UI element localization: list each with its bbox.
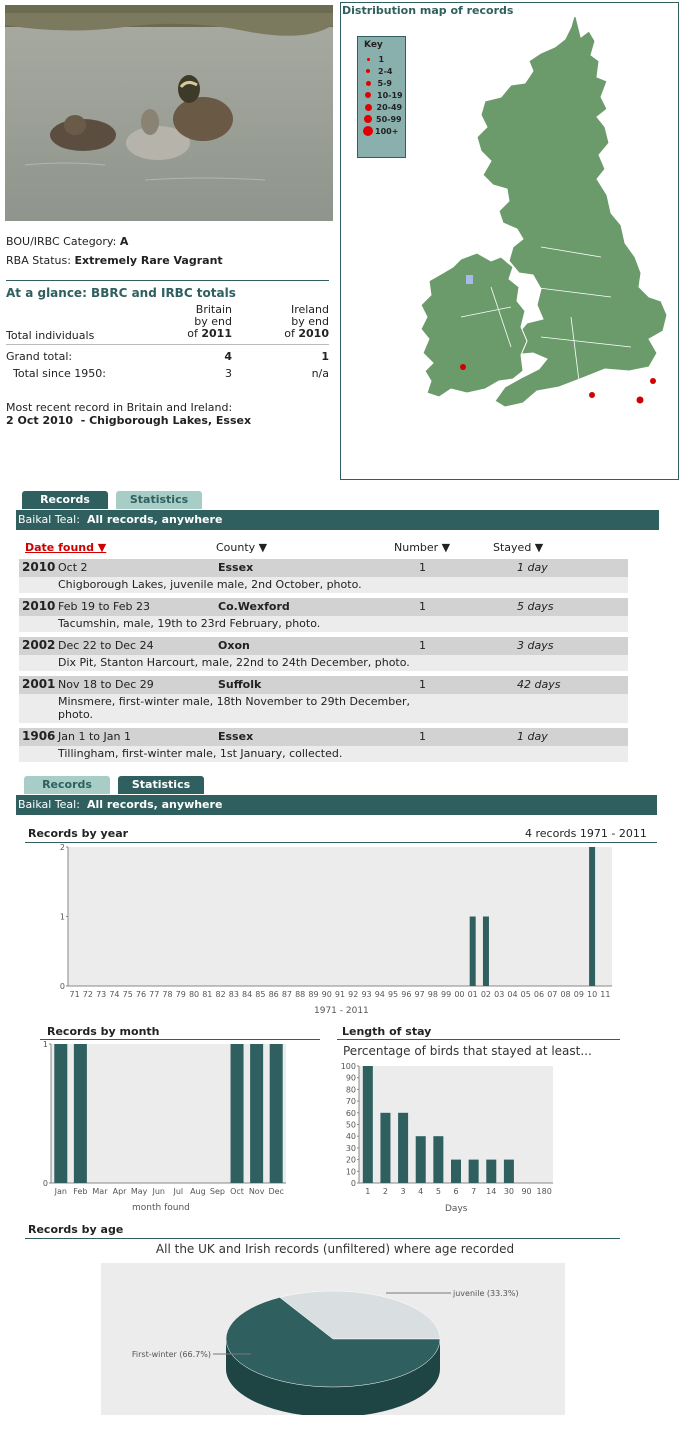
stay-divider — [337, 1039, 620, 1040]
record-year: 1906 — [22, 729, 56, 743]
map-key-item — [362, 113, 404, 125]
x-tick-label: 90 — [521, 1187, 532, 1196]
ireland-shape — [421, 253, 527, 397]
y-tick-label: 100 — [340, 1062, 356, 1071]
y-tick-label: 80 — [345, 1085, 356, 1095]
x-tick-label: 92 — [348, 990, 359, 999]
map-key-dot — [364, 115, 372, 123]
map-key — [357, 36, 406, 158]
record-description — [19, 655, 628, 671]
x-tick-label: 07 — [547, 990, 558, 999]
record-stayed: 1 day — [517, 730, 548, 743]
stay-xlabel: Days — [445, 1204, 468, 1214]
map-key-dot — [365, 104, 372, 111]
chart-records-by-year — [25, 843, 657, 1015]
since-1950-ireland: n/a — [311, 367, 329, 380]
record-description — [19, 616, 628, 632]
plot-area — [68, 847, 612, 986]
map-key-label: 2-4 — [378, 66, 393, 76]
x-tick-label: Jan — [54, 1187, 67, 1196]
record-dates: Dec 22 to Dec 24 — [58, 639, 154, 652]
ireland-year: 2010 — [298, 327, 329, 340]
grand-total-britain: 4 — [224, 350, 232, 363]
category-label: BOU/IRBC Category: — [6, 235, 117, 248]
bar — [589, 847, 595, 986]
record-dates: Jan 1 to Jan 1 — [58, 730, 131, 743]
record-desc-text: Tillingham, first-winter male, 1st January, collected. — [58, 747, 343, 760]
record-row[interactable] — [19, 559, 628, 593]
bar — [270, 1044, 283, 1183]
recent-record-label: Most recent record in Britain and Ireland: — [6, 401, 233, 414]
bar — [486, 1160, 496, 1183]
grand-total-label: Grand total: — [6, 350, 73, 363]
x-tick-label: 74 — [109, 990, 120, 999]
record-year: 2002 — [22, 638, 56, 652]
by-month-title: Records by month — [47, 1025, 160, 1038]
bar — [416, 1136, 426, 1183]
x-tick-label: 81 — [202, 990, 213, 999]
record-desc-text: Dix Pit, Stanton Harcourt, male, 22nd to 24th December, photo. — [58, 656, 410, 669]
record-dates: Nov 18 to Dec 29 — [58, 678, 154, 691]
x-tick-label: 11 — [600, 990, 611, 999]
x-tick-label: 09 — [573, 990, 584, 999]
x-tick-label: Mar — [92, 1187, 108, 1196]
x-tick-label: 84 — [242, 990, 253, 999]
map-key-item — [362, 65, 404, 77]
record-header — [19, 559, 628, 577]
britain-head-1: Britain — [195, 303, 232, 316]
map-key-label: 50-99 — [376, 114, 402, 124]
map-key-dot — [363, 126, 373, 136]
x-tick-label: 05 — [520, 990, 531, 999]
record-header — [19, 676, 628, 694]
record-county: Essex — [218, 730, 254, 743]
by-month-xlabel: month found — [132, 1203, 190, 1213]
pie-label-juvenile: juvenile (33.3%) — [453, 1289, 519, 1298]
bar — [451, 1160, 461, 1183]
y-tick-label: 30 — [345, 1143, 356, 1153]
y-tick-label: 90 — [345, 1073, 356, 1083]
x-tick-label: 93 — [361, 990, 372, 999]
bar — [504, 1160, 514, 1183]
x-tick-label: 99 — [441, 990, 452, 999]
tab-statistics-2[interactable]: Statistics — [118, 776, 204, 794]
x-tick-label: 97 — [414, 990, 425, 999]
y-tick-label: 0 — [42, 1179, 48, 1188]
record-header — [19, 728, 628, 746]
record-year: 2001 — [22, 677, 56, 691]
bar — [363, 1066, 373, 1183]
stay-subtitle: Percentage of birds that stayed at least... — [343, 1044, 592, 1058]
x-tick-label: 3 — [400, 1187, 406, 1196]
x-tick-label: 5 — [435, 1187, 441, 1196]
record-number: 1 — [419, 561, 426, 574]
x-tick-label: 78 — [162, 990, 173, 999]
britain-head-2: by end — [194, 315, 232, 328]
x-tick-label: 76 — [135, 990, 147, 999]
bar — [231, 1044, 244, 1183]
x-tick-label: 04 — [507, 990, 518, 999]
record-header — [19, 598, 628, 616]
record-dot-essex — [637, 397, 644, 404]
x-tick-label: 1 — [365, 1187, 371, 1196]
map-key-item — [362, 89, 404, 101]
record-desc-text: Minsmere, first-winter male, 18th November to 29th December, — [58, 695, 410, 708]
record-description — [19, 694, 628, 723]
glance-title: At a glance: BBRC and IRBC totals — [6, 286, 236, 300]
bar — [470, 917, 476, 987]
map-key-dot — [367, 58, 370, 61]
x-tick-label: 88 — [295, 990, 306, 999]
sort-stayed[interactable]: Stayed ▼ — [493, 541, 544, 554]
x-tick-label: Aug — [190, 1187, 206, 1196]
by-year-xlabel: 1971 - 2011 — [314, 1006, 369, 1016]
map-key-item — [362, 53, 404, 65]
bar — [54, 1044, 67, 1183]
bar — [74, 1044, 87, 1183]
record-county: Co.Wexford — [218, 600, 290, 613]
chart-records-by-month — [35, 1040, 295, 1202]
sort-county[interactable]: County ▼ — [216, 541, 268, 554]
map-key-item — [362, 125, 404, 137]
x-tick-label: 82 — [215, 990, 226, 999]
pie-label-first-winter: First-winter (66.7%) — [131, 1350, 211, 1359]
y-tick-label: 40 — [345, 1132, 356, 1142]
filter-label: All records, anywhere — [86, 513, 223, 526]
map-key-item — [362, 77, 404, 89]
filter-label-2: All records, anywhere — [86, 798, 223, 811]
record-number: 1 — [419, 730, 426, 743]
records-filter-bar — [16, 510, 659, 530]
grand-total-ireland: 1 — [321, 350, 329, 363]
x-tick-label: 89 — [308, 990, 319, 999]
ireland-header — [260, 304, 329, 340]
x-tick-label: May — [130, 1187, 148, 1196]
y-tick-label: 0 — [59, 982, 65, 991]
x-tick-label: 06 — [533, 990, 545, 999]
x-tick-label: 87 — [281, 990, 293, 999]
stats-filter-bar — [16, 795, 657, 815]
x-tick-label: 01 — [467, 990, 478, 999]
bar — [398, 1113, 408, 1183]
record-number: 1 — [419, 678, 426, 691]
record-header — [19, 637, 628, 655]
age-divider — [25, 1238, 620, 1239]
category-line — [6, 235, 128, 248]
x-tick-label: Nov — [248, 1187, 265, 1196]
y-tick-label: 1 — [42, 1040, 48, 1049]
map-key-dot — [366, 81, 371, 86]
tab-statistics[interactable]: Statistics — [116, 491, 202, 509]
x-tick-label: Feb — [73, 1187, 88, 1196]
map-key-title: Key — [364, 40, 383, 50]
britain-year: 2011 — [201, 327, 232, 340]
x-tick-label: 10 — [587, 990, 598, 999]
record-stayed: 1 day — [517, 561, 548, 574]
bar — [469, 1160, 479, 1183]
tab-records[interactable]: Records — [22, 491, 108, 509]
x-tick-label: 14 — [486, 1187, 497, 1196]
y-tick-label: 50 — [345, 1120, 356, 1130]
record-row[interactable] — [19, 637, 628, 671]
bar — [483, 917, 489, 987]
bar — [250, 1044, 263, 1183]
rba-value: Extremely Rare Vagrant — [74, 254, 223, 267]
record-dot-wexford — [460, 364, 466, 370]
x-tick-label: 94 — [374, 990, 385, 999]
rba-label: RBA Status: — [6, 254, 71, 267]
x-tick-label: 86 — [268, 990, 279, 999]
x-tick-label: 180 — [536, 1187, 552, 1196]
chart-length-of-stay — [335, 1060, 560, 1200]
x-tick-label: 00 — [454, 990, 465, 999]
record-dot-suffolk — [650, 378, 656, 384]
recent-record-value: 2 Oct 2010 - Chigborough Lakes, Essex — [6, 414, 252, 427]
rba-line — [6, 254, 223, 267]
age-subtitle: All the UK and Irish records (unfiltered) where age recorded — [155, 1242, 515, 1256]
y-tick-label: 70 — [345, 1097, 356, 1107]
record-county: Oxon — [218, 639, 250, 652]
ireland-head-1: Ireland — [290, 303, 329, 316]
glance-row-divider — [6, 344, 329, 345]
sort-number[interactable]: Number ▼ — [394, 541, 451, 554]
record-stayed: 3 days — [517, 639, 554, 652]
map-key-label: 10-19 — [377, 90, 403, 100]
map-key-dot — [365, 92, 371, 98]
x-tick-label: 4 — [418, 1187, 424, 1196]
record-stayed: 42 days — [517, 678, 561, 691]
age-title: Records by age — [28, 1223, 124, 1236]
bar — [433, 1136, 443, 1183]
x-tick-label: Oct — [230, 1187, 244, 1196]
x-tick-label: 98 — [427, 990, 438, 999]
x-tick-label: 72 — [82, 990, 93, 999]
sort-date-found[interactable]: Date found ▼ — [25, 541, 107, 554]
map-key-label: 100+ — [375, 126, 399, 136]
map-key-dot — [366, 69, 370, 73]
x-tick-label: Jul — [173, 1187, 184, 1196]
since-1950-label: Total since 1950: — [13, 367, 106, 380]
ireland-head-2: by end — [291, 315, 329, 328]
record-row[interactable] — [19, 728, 628, 762]
y-tick-label: 10 — [345, 1167, 356, 1177]
by-year-summary: 4 records 1971 - 2011 — [525, 827, 647, 840]
x-tick-label: 77 — [149, 990, 160, 999]
record-dates: Oct 2 — [58, 561, 88, 574]
species-label: Baikal Teal: — [18, 513, 80, 526]
chart-records-by-age — [101, 1263, 565, 1415]
record-dot-oxon — [589, 392, 595, 398]
record-desc-text: Tacumshin, male, 19th to 23rd February, photo. — [58, 617, 321, 630]
x-tick-label: 30 — [503, 1187, 515, 1196]
y-tick-label: 0 — [350, 1179, 356, 1188]
x-tick-label: 85 — [255, 990, 266, 999]
distribution-map — [340, 2, 679, 480]
x-tick-label: Apr — [112, 1187, 127, 1196]
record-number: 1 — [419, 639, 426, 652]
record-desc-text: Chigborough Lakes, juvenile male, 2nd October, photo. — [58, 578, 362, 591]
y-tick-label: 60 — [345, 1108, 356, 1118]
glance-divider — [6, 280, 329, 281]
stay-title: Length of stay — [342, 1025, 432, 1038]
x-tick-label: 79 — [175, 990, 186, 999]
y-tick-label: 20 — [345, 1155, 356, 1165]
record-year: 2010 — [22, 560, 56, 574]
britain-head-3: of — [187, 327, 198, 340]
record-dates: Feb 19 to Feb 23 — [58, 600, 150, 613]
y-tick-label: 2 — [59, 843, 65, 852]
x-tick-label: 6 — [453, 1187, 459, 1196]
x-tick-label: 95 — [387, 990, 399, 999]
x-tick-label: 73 — [96, 990, 107, 999]
record-county: Suffolk — [218, 678, 262, 691]
map-title: Distribution map of records — [342, 4, 514, 17]
x-tick-label: 75 — [122, 990, 133, 999]
x-tick-label: 80 — [188, 990, 200, 999]
x-tick-label: 02 — [480, 990, 492, 999]
map-key-item — [362, 101, 404, 113]
ireland-head-3: of — [284, 327, 295, 340]
record-county: Essex — [218, 561, 254, 574]
record-desc-text-2: photo. — [58, 708, 94, 721]
record-row[interactable] — [19, 676, 628, 723]
record-number: 1 — [419, 600, 426, 613]
x-tick-label: 96 — [401, 990, 412, 999]
record-stayed: 5 days — [517, 600, 554, 613]
species-photo — [5, 5, 333, 221]
x-tick-label: Dec — [268, 1187, 284, 1196]
x-tick-label: 7 — [471, 1187, 477, 1196]
record-description — [19, 577, 628, 593]
x-tick-label: 71 — [69, 990, 80, 999]
since-1950-britain: 3 — [225, 367, 232, 380]
bar — [380, 1113, 390, 1183]
x-tick-label: 03 — [494, 990, 505, 999]
tab-records-2[interactable]: Records — [24, 776, 110, 794]
x-tick-label: Sep — [209, 1187, 225, 1196]
x-tick-label: 91 — [334, 990, 346, 999]
y-tick-label: 1 — [59, 912, 65, 922]
map-highlight-region — [466, 275, 473, 284]
britain-header — [170, 304, 232, 340]
map-key-label: 20-49 — [376, 102, 403, 112]
record-row[interactable] — [19, 598, 628, 632]
category-value: A — [119, 235, 129, 248]
record-description — [19, 746, 628, 762]
x-tick-label: 2 — [382, 1187, 389, 1196]
map-key-list — [362, 53, 404, 137]
x-tick-label: 90 — [321, 990, 332, 999]
x-tick-label: Jun — [152, 1187, 165, 1196]
x-tick-label: 08 — [560, 990, 571, 999]
by-year-title: Records by year — [28, 827, 129, 840]
x-tick-label: 83 — [228, 990, 239, 999]
map-key-label: 5-9 — [377, 78, 392, 88]
map-key-label: 1 — [378, 54, 385, 64]
total-individuals-label: Total individuals — [6, 329, 95, 342]
species-label-2: Baikal Teal: — [18, 798, 80, 811]
record-year: 2010 — [22, 599, 56, 613]
